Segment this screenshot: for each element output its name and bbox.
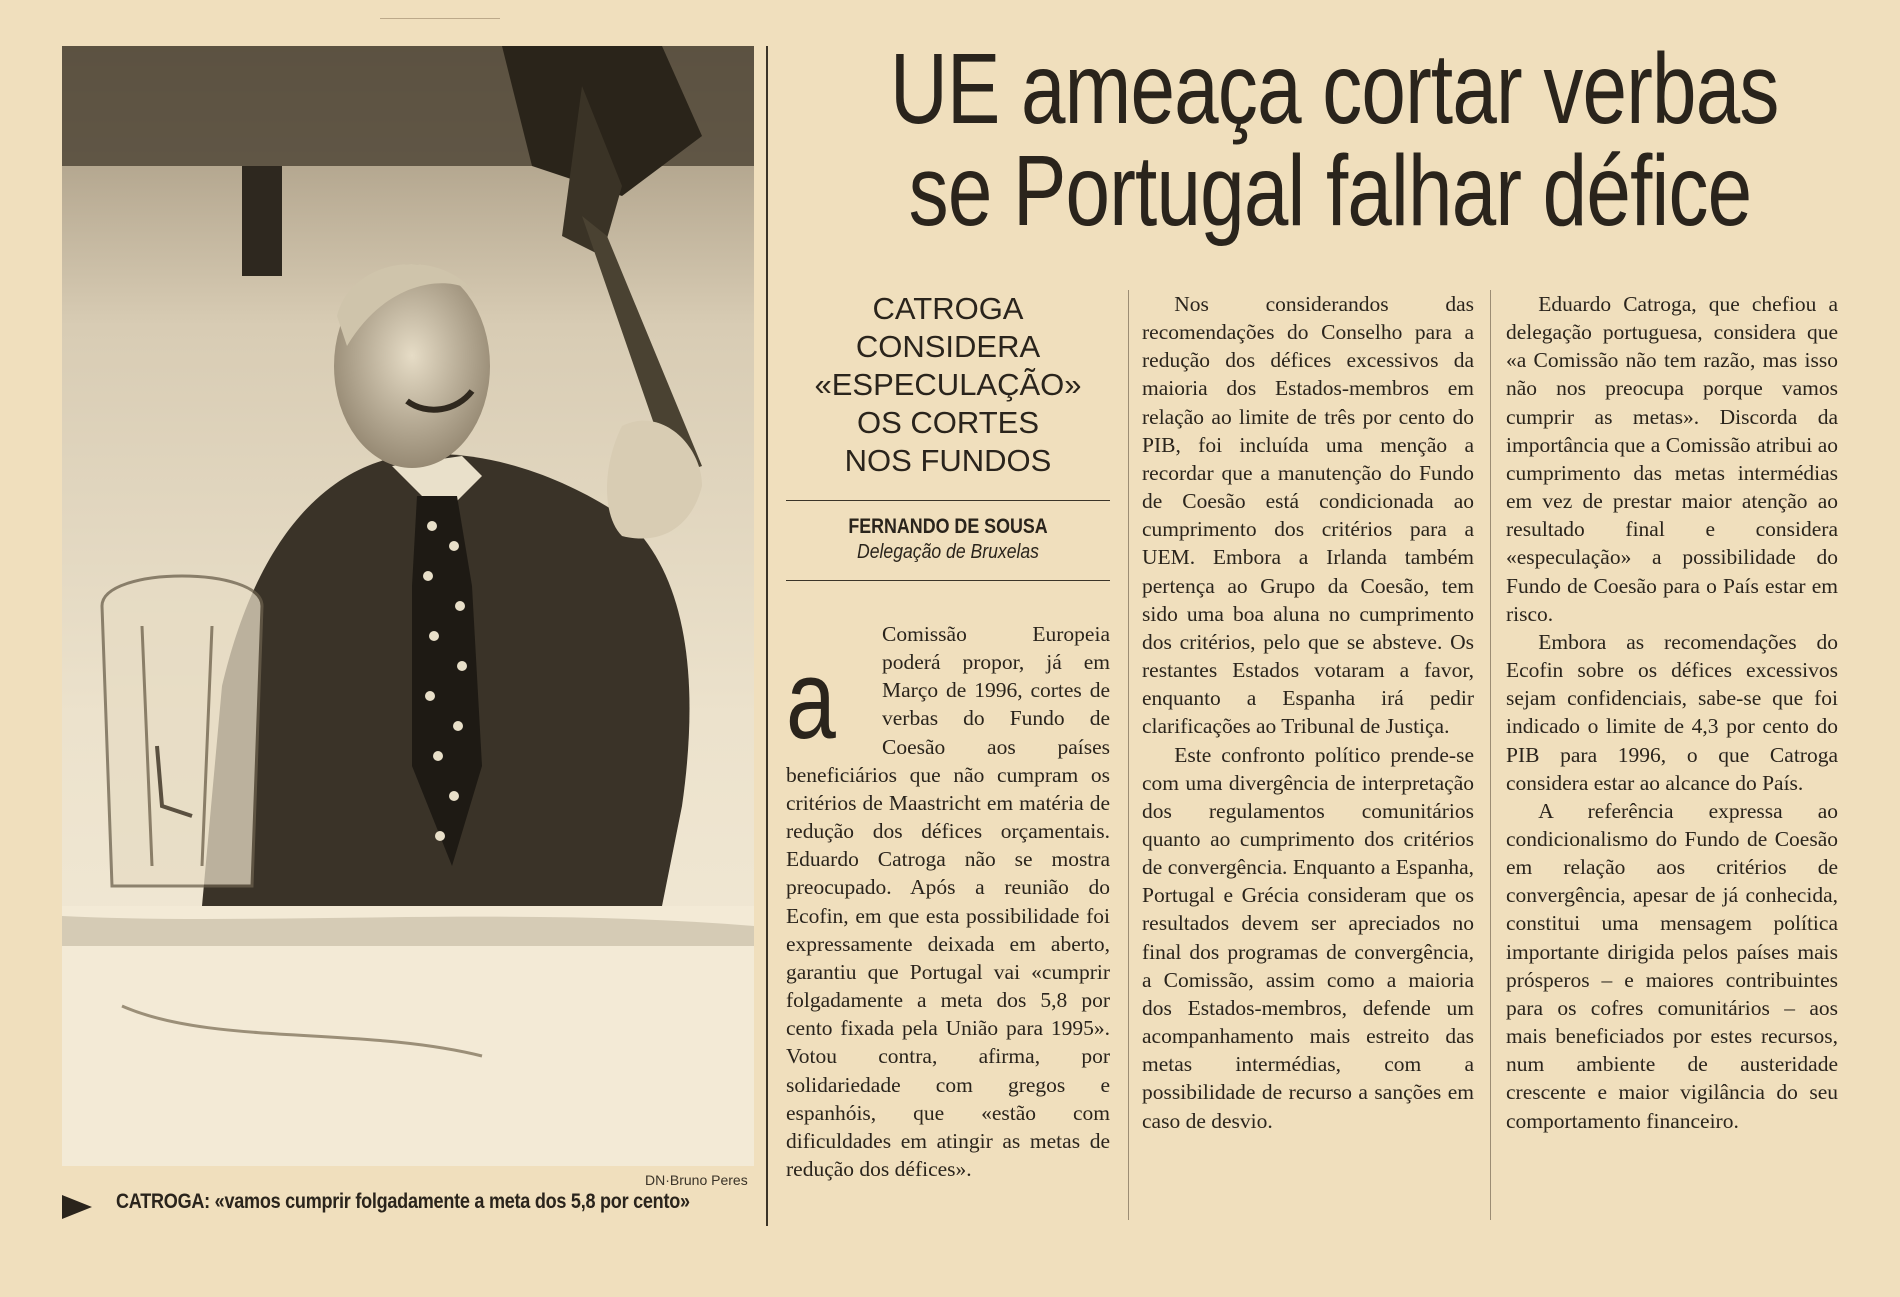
article-paragraph: Comissão Europeia poderá propor, já em Março de 1996, cortes de verbas do Fundo de Coesão aos países beneficiários que não cumpram os critérios de Maastricht em matéria de redução dos défices orçamentais. Eduardo Catroga não se mostra preocupado. Após a reunião do Ecofin, em que esta possibilidade foi expressamente deixada em aberto, garantiu que Portugal vai «cumprir folgadamente a meta dos 5,8 por cento fixada pela União para 1995». Votou contra, afirma, por solidariedade com gregos e espanhóis, que «estão com dificuldades em atingir as metas de redução dos défices». — [786, 622, 1110, 1181]
article-paragraph: Eduardo Catroga, que chefiou a delegação portuguesa, considera que «a Comissão não tem razão, mas isso não nos preocupa porque vamos cumprir as metas». Discorda da importância que a Comissão atribui ao cumprimento das metas intermédias em vez de prestar maior atenção ao resultado final e considera «especulação» a possibilidade do Fundo de Coesão para o País estar em risco. — [1506, 292, 1838, 626]
article-paragraph: Este confronto político prende-se com uma divergência de interpretação dos regulamentos comunitários quanto ao cumprimento dos critérios de convergência. Enquanto a Espanha, Portugal e Grécia consideram que os resultados devem ser apreciados no final dos programas de convergência, a Comissão, assim como a maioria dos Estados-membros, defende um acompanhamento mais estreito das metas intermédias, com a possibilidade de recurso a sanções em caso de desvio. — [1142, 742, 1474, 1133]
article-column-3 — [1506, 290, 1838, 1135]
article-column-2 — [1142, 290, 1474, 1135]
column-divider — [766, 46, 768, 1226]
byline — [786, 515, 1110, 564]
kicker — [786, 290, 1110, 480]
photo-credit: DN·Bruno Peres — [645, 1172, 748, 1188]
article-paragraph: Nos considerandos das recomendações do Conselho para a redução dos défices excessivos da maioria dos Estados-membros em relação ao limite de três por cento do PIB, foi incluída uma menção a recordar que a manutenção do Fundo de Coesão está condicionada ao cumprimento dos critérios para a UEM. Embora a Irlanda também pertença ao Grupo da Coesão, tem sido uma boa aluna no cumprimento dos critérios, pelo que se absteve. Os restantes Estados votaram a favor, enquanto a Espanha irá pedir clarificações ao Tribunal de Justiça. — [1142, 292, 1474, 739]
column-rule — [1128, 290, 1129, 1220]
kicker-line: NOS FUNDOS — [844, 443, 1052, 478]
headline — [780, 33, 1880, 247]
drop-cap: a — [786, 637, 836, 762]
caption-arrow-icon — [62, 1195, 92, 1219]
kicker-line: CATROGA — [872, 291, 1024, 326]
headline-line-1: UE ameaça cortar verbas — [890, 33, 1779, 145]
headline-line-2: se Portugal falhar défice — [908, 135, 1752, 247]
kicker-line: CONSIDERA — [855, 329, 1041, 364]
byline-author: FERNANDO DE SOUSA — [848, 515, 1048, 538]
byline-rule-bottom — [786, 580, 1110, 581]
kicker-line: «ESPECULAÇÃO» — [814, 367, 1082, 402]
column-rule — [1490, 290, 1491, 1220]
kicker-line: OS CORTES — [856, 405, 1040, 440]
photo-caption: CATROGA: «vamos cumprir folgadamente a meta dos 5,8 por cento» — [116, 1190, 690, 1213]
byline-desk: Delegação de Bruxelas — [857, 541, 1039, 563]
byline-rule-top — [786, 500, 1110, 501]
article-paragraph: A referência expressa ao condicionalismo do Fundo de Coesão em relação aos critérios de convergência, apesar de já conhecida, constitui uma mensagem política importante dirigida pelos países mais prósperos – e maiores contribuintes para os cofres comunitários – aos mais beneficiados por estes recursos, num ambiente de austeridade crescente e maior vigilância do seu comportamento financeiro. — [1506, 798, 1838, 1133]
article-column-1 — [786, 620, 1110, 1183]
news-photo — [62, 46, 754, 1166]
article-paragraph: Embora as recomendações do Ecofin sobre os défices excessivos sejam confidenciais, sabe-se que foi indicado o limite de 4,3 por cento do PIB para 1996, o que Catroga considera estar ao alcance do País. — [1506, 629, 1838, 795]
photo-illustration — [62, 46, 754, 1166]
top-rule — [380, 18, 500, 19]
